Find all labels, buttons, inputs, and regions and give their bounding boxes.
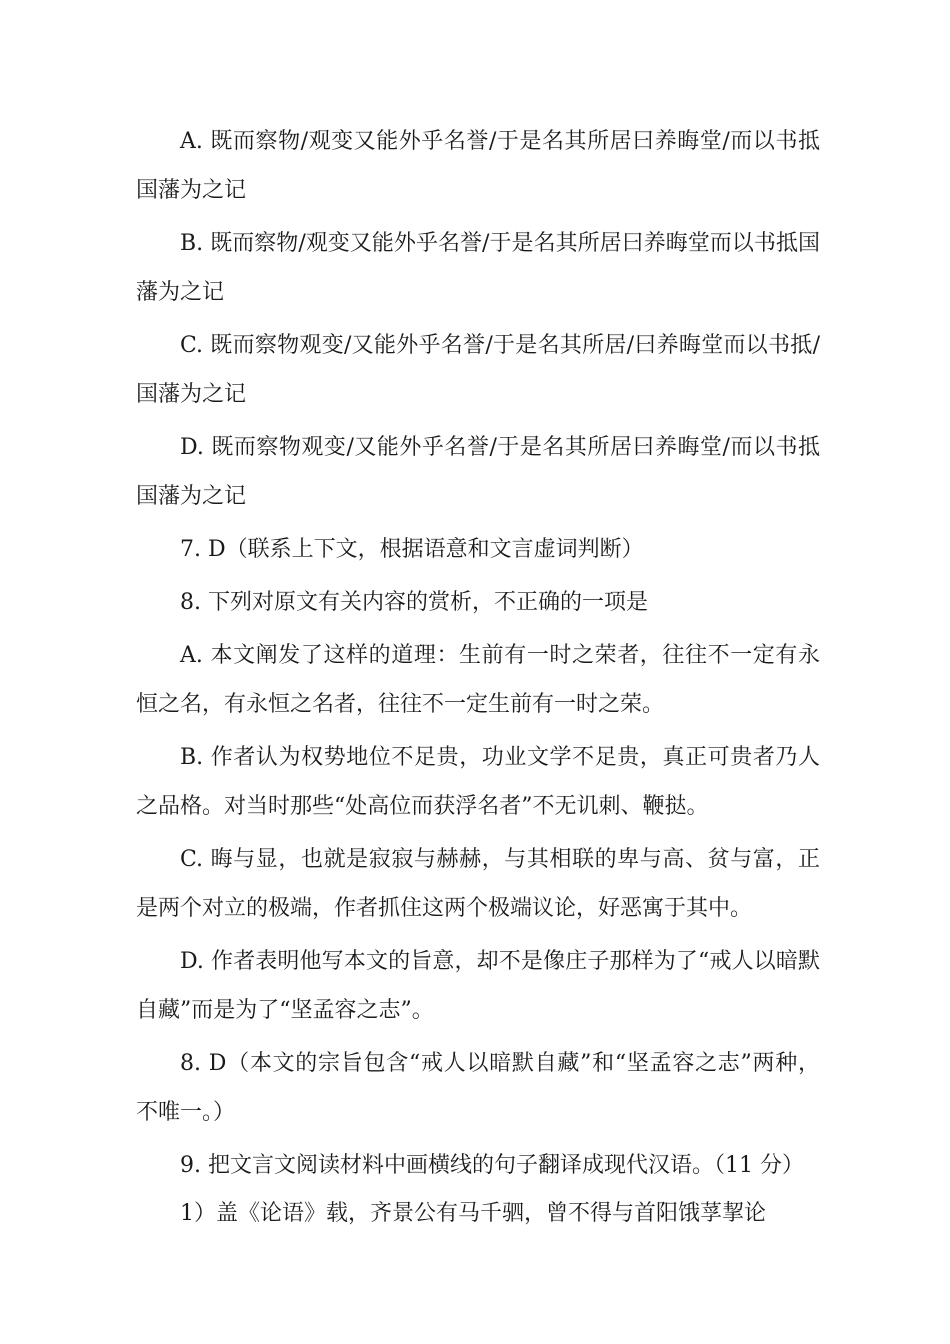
question-8-option-a: A. 本文阐发了这样的道理：生前有一时之荣者，往往不一定有永恒之名，有永恒之名者，往往不一定生前有一时之荣。 [136, 643, 820, 717]
option-c-paragraph: C. 既而察物观变/又能外乎名誉/于是名其所居/曰养晦堂而以书抵/国藩为之记 [136, 333, 820, 407]
question-9-item-1: 1）盖《论语》载，齐景公有马千驷，曾不得与首阳饿莩挈论 [180, 1201, 766, 1226]
question-8-option-b: B. 作者认为权势地位不足贵，功业文学不足贵，真正可贵者乃人之品格。对当时那些“处高位而获浮名者”不无讥刺、鞭挞。 [136, 745, 820, 819]
option-b-paragraph: B. 既而察物/观变又能外乎名誉/于是名其所居曰养晦堂而以书抵国藩为之记 [136, 231, 820, 305]
question-8-paragraph: 8. 下列对原文有关内容的赏析，不正确的一项是 [180, 590, 648, 615]
question-8-option-c: C. 晦与显，也就是寂寂与赫赫，与其相联的卑与高、贫与富，正是两个对立的极端，作者抓住这两个极端议论，好恶寓于其中。 [136, 847, 820, 921]
question-8-option-d: D. 作者表明他写本文的旨意，却不是像庄子那样为了“戒人以暗默自藏”而是为了“坚孟容之志”。 [136, 949, 820, 1023]
question-9-paragraph: 9. 把文言文阅读材料中画横线的句子翻译成现代汉语。（11 分） [180, 1153, 804, 1178]
answer-8-paragraph: 8. D（本文的宗旨包含“戒人以暗默自藏”和“坚孟容之志”两种，不唯一。） [136, 1051, 820, 1125]
answer-7-paragraph: 7. D（联系上下文，根据语意和文言虚词判断） [180, 537, 644, 562]
document-body [136, 117, 820, 1236]
option-d-paragraph: D. 既而察物观变/又能外乎名誉/于是名其所居曰养晦堂/而以书抵国藩为之记 [136, 435, 820, 509]
option-a-paragraph: A. 既而察物/观变又能外乎名誉/于是名其所居曰养晦堂/而以书抵国藩为之记 [136, 129, 820, 203]
